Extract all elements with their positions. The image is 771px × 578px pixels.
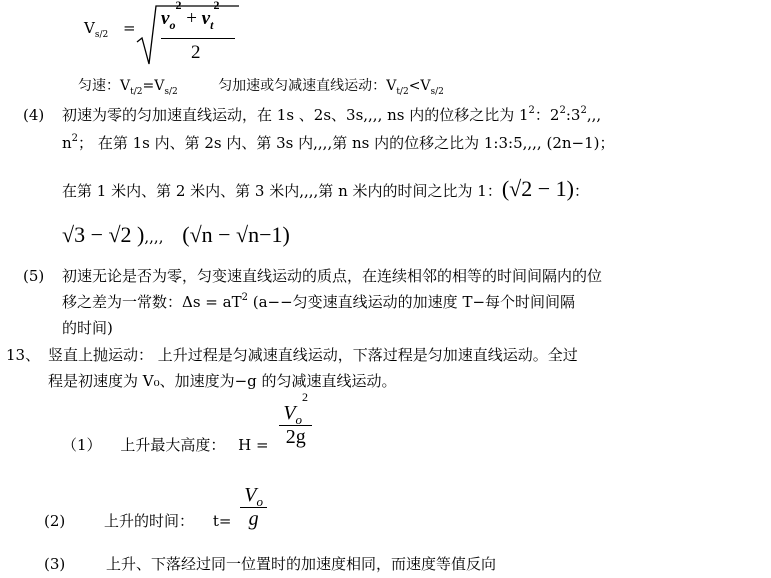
- item4-number: (4): [23, 106, 45, 124]
- vs2-lhs-sub: s/2: [94, 30, 109, 40]
- vs2-lhs: V: [84, 19, 95, 37]
- sub3-line: [44, 556, 496, 573]
- sub1-label: 上升最大高度：: [120, 435, 226, 454]
- sqrt3-minus-sqrt2-expr: √3 − √2 ): [62, 222, 145, 247]
- item5-line2: 移之差为一常数：$\Delta s = aT^2$ (a−−匀变速直线运动的加速度 T−每个时间间隔: [62, 292, 576, 311]
- sub2-line: [44, 484, 267, 531]
- item4-line4: √3 − √2 ),,,, (√n − √n−1): [62, 222, 290, 247]
- sub2-label: 上升的时间：: [104, 511, 195, 530]
- item5-line3: 的时间): [62, 319, 113, 337]
- vs2-sqrt: [135, 2, 240, 68]
- vs2-numerator: $v_o^2 + v_t^2$: [161, 0, 220, 32]
- item13-number: 13、: [6, 346, 41, 364]
- sub3-number: (3): [44, 555, 66, 573]
- vs2-formula: [84, 19, 136, 40]
- rise-time-fraction: $\frac{V_o}{g}$: [240, 484, 267, 531]
- sqrtn-minus-sqrtn1-expr: (√n − √n−1): [182, 222, 290, 247]
- item5-number: (5): [23, 267, 45, 285]
- sub3-text: 上升、下落经过同一位置时的加速度相同，而速度等值反向: [106, 555, 497, 573]
- vs2-eq: =: [123, 19, 136, 37]
- max-height-fraction: $\frac{V_o^2}{2g}$: [279, 402, 312, 449]
- item13-line1: 竖直上抛运动： 上升过程是匀减速直线运动，下落过程是匀加速直线运动。全过: [48, 346, 578, 364]
- vs2-fraction-bar: [161, 38, 235, 39]
- vs2-denominator: 2: [191, 42, 201, 63]
- item4-line2: $n^2$； 在第 1s 内、第 2s 内、第 3s 内,,,,第 ns 内的位移之比为 1:3:5,,,, (2n−1)；: [62, 133, 615, 152]
- item5-line1: 初速无论是否为零，匀变速直线运动的质点，在连续相邻的相等的时间间隔内的位: [62, 267, 603, 285]
- sub1-lhs: H =: [238, 435, 269, 454]
- sub1-number: （1）: [62, 435, 102, 454]
- item13-line2: 程是初速度为 V₀、加速度为−g 的匀减速直线运动。: [48, 372, 397, 390]
- sub2-lhs: t=: [212, 511, 232, 530]
- sub1-line: [62, 390, 312, 454]
- item4-line3: 在第 1 米内、第 2 米内、第 3 米内,,,,第 n 米内的时间之比为 1：(√2 − 1)：: [62, 176, 589, 201]
- sqrt2-minus-1-expr: (√2 − 1): [501, 176, 574, 201]
- item4-line1: 初速为零的匀加速直线运动，在 1s 、2s、3s,,,, ns 内的位移之比为 $1^2$：$2^2:3^2$,,,: [62, 105, 602, 124]
- sub2-number: (2): [44, 511, 66, 530]
- uniform-line: 匀速：$V_{t/2}=V_{s/2}$ 匀加速或匀减速直线运动：$V_{t/2}<V_{s/2}$: [78, 78, 444, 97]
